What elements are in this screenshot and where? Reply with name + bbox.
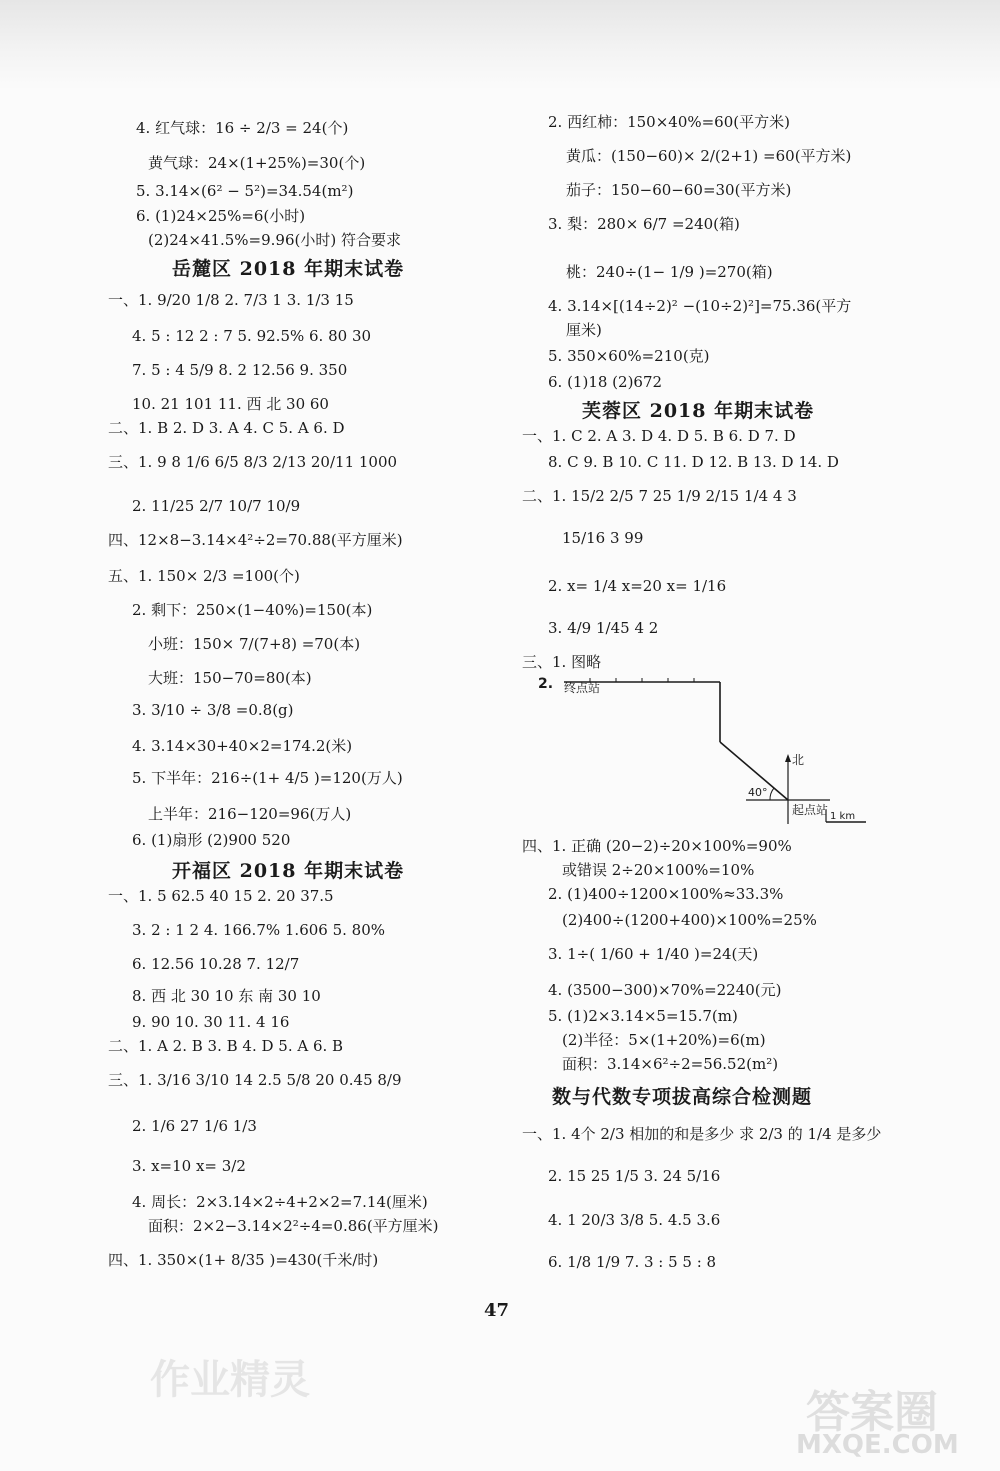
page-number: 47 bbox=[484, 1300, 510, 1321]
answer-line: 3. 2 : 1 2 4. 166.7% 1.606 5. 80% bbox=[132, 921, 386, 939]
answer-line: 桃：240÷(1− 1/9 )=270(箱) bbox=[566, 263, 773, 281]
answer-line: 2. 西红柿：150×40%=60(平方米) bbox=[548, 113, 790, 131]
answer-line: 6. (1)扇形 (2)900 520 bbox=[132, 831, 291, 849]
answer-line: 4. 红气球：16 ÷ 2/3 = 24(个) bbox=[136, 119, 349, 137]
answer-line: 2. (1)400÷1200×100%≈33.3% bbox=[548, 885, 784, 903]
answer-line: 9. 90 10. 30 11. 4 16 bbox=[132, 1013, 290, 1031]
answer-line: 4. 1 20/3 3/8 5. 4.5 3.6 bbox=[548, 1211, 721, 1229]
answer-line: (2)半径：5×(1+20%)=6(m) bbox=[562, 1031, 766, 1049]
answer-line: 一、1. 9/20 1/8 2. 7/3 1 3. 1/3 15 bbox=[108, 291, 354, 309]
watermark-site: MXQE.COM bbox=[796, 1430, 959, 1460]
answer-line: 三、1. 图略 bbox=[522, 653, 602, 671]
answer-line: 面积：2×2−3.14×2²÷4=0.86(平方厘米) bbox=[148, 1217, 439, 1235]
answer-line: 2. 剩下：250×(1−40%)=150(本) bbox=[132, 601, 373, 619]
answer-line: 三、1. 3/16 3/10 14 2.5 5/8 20 0.45 8/9 bbox=[108, 1071, 402, 1089]
route-map bbox=[530, 672, 880, 832]
answer-line: 四、1. 350×(1+ 8/35 )=430(千米/时) bbox=[108, 1251, 379, 1269]
answer-line: 3. 梨：280× 6/7 =240(箱) bbox=[548, 215, 740, 233]
answer-line: 五、1. 150× 2/3 =100(个) bbox=[108, 567, 300, 585]
answer-line: 三、1. 9 8 1/6 6/5 8/3 2/13 20/11 1000 bbox=[108, 453, 398, 471]
answer-line: 4. 5 : 12 2 : 7 5. 92.5% 6. 80 30 bbox=[132, 327, 372, 345]
answer-line: 5. 下半年：216÷(1+ 4/5 )=120(万人) bbox=[132, 769, 403, 787]
answer-line: 厘米) bbox=[566, 321, 602, 339]
answer-line: 或错误 2÷20×100%=10% bbox=[562, 861, 755, 879]
stamp-watermark: 作业精灵 bbox=[150, 1356, 310, 1403]
answer-line: 3. 1÷( 1/60 + 1/40 )=24(天) bbox=[548, 945, 759, 963]
answer-line: 6. (1)24×25%=6(小时) bbox=[136, 207, 306, 225]
answer-line: 3. x=10 x= 3/2 bbox=[132, 1157, 246, 1175]
north-arrow-icon bbox=[785, 754, 791, 762]
section-title: 数与代数专项拔高综合检测题 bbox=[552, 1086, 813, 1108]
answer-line: 4. (3500−300)×70%=2240(元) bbox=[548, 981, 782, 999]
answer-line: 8. C 9. B 10. C 11. D 12. B 13. D 14. D bbox=[548, 453, 839, 471]
answer-line: 8. 西 北 30 10 东 南 30 10 bbox=[132, 987, 321, 1005]
answer-line: 3. 3/10 ÷ 3/8 =0.8(g) bbox=[132, 701, 294, 719]
answer-line: 四、1. 正确 (20−2)÷20×100%=90% bbox=[522, 837, 792, 855]
answer-line: 小班：150× 7/(7+8) =70(本) bbox=[148, 635, 361, 653]
answer-line: 15/16 3 99 bbox=[562, 529, 644, 547]
map-question-number: 2. bbox=[538, 676, 554, 692]
answer-line: 二、1. A 2. B 3. B 4. D 5. A 6. B bbox=[108, 1037, 344, 1055]
north-label: 北 bbox=[792, 753, 805, 767]
answer-line: (2)24×41.5%=9.96(小时) 符合要求 bbox=[148, 231, 401, 249]
answer-line: 茄子：150−60−60=30(平方米) bbox=[566, 181, 792, 199]
watermark-logo: 答案圈 bbox=[806, 1387, 938, 1438]
answer-line: 4. 3.14×30+40×2=174.2(米) bbox=[132, 737, 353, 755]
section-title: 开福区 2018 年期末试卷 bbox=[172, 860, 405, 882]
answer-line: 10. 21 101 11. 西 北 30 60 bbox=[132, 395, 329, 413]
section-title: 芙蓉区 2018 年期末试卷 bbox=[582, 400, 815, 422]
answer-line: 4. 周长：2×3.14×2÷4+2×2=7.14(厘米) bbox=[132, 1193, 428, 1211]
answer-line: 5. 350×60%=210(克) bbox=[548, 347, 710, 365]
answer-line: 面积：3.14×6²÷2=56.52(m²) bbox=[562, 1055, 779, 1073]
angle-arc bbox=[770, 788, 774, 800]
answer-line: 4. 3.14×[(14÷2)² −(10÷2)²]=75.36(平方 bbox=[548, 297, 852, 315]
scale-label: 1 km bbox=[830, 811, 856, 822]
answer-line: 5. (1)2×3.14×5=15.7(m) bbox=[548, 1007, 738, 1025]
answer-line: 3. 4/9 1/45 4 2 bbox=[548, 619, 659, 637]
answer-line: 二、1. 15/2 2/5 7 25 1/9 2/15 1/4 4 3 bbox=[522, 487, 797, 505]
answer-line: 2. 1/6 27 1/6 1/3 bbox=[132, 1117, 257, 1135]
answer-line: 一、1. 4个 2/3 相加的和是多少 求 2/3 的 1/4 是多少 bbox=[522, 1125, 882, 1143]
answer-line: 四、12×8−3.14×4²÷2=70.88(平方厘米) bbox=[108, 531, 403, 549]
answer-line: 黄气球：24×(1+25%)=30(个) bbox=[148, 154, 366, 172]
start-station-label: 起点站 bbox=[792, 803, 829, 817]
answer-line: 2. 15 25 1/5 3. 24 5/16 bbox=[548, 1167, 721, 1185]
answer-line: 上半年：216−120=96(万人) bbox=[148, 805, 352, 823]
answer-line: 6. 12.56 10.28 7. 12/7 bbox=[132, 955, 300, 973]
answer-line: 大班：150−70=80(本) bbox=[148, 669, 312, 687]
answer-line: 7. 5 : 4 5/9 8. 2 12.56 9. 350 bbox=[132, 361, 348, 379]
answer-line: 5. 3.14×(6² − 5²)=34.54(m²) bbox=[136, 182, 354, 200]
answer-line: 2. x= 1/4 x=20 x= 1/16 bbox=[548, 577, 727, 595]
answer-line: 一、1. 5 62.5 40 15 2. 20 37.5 bbox=[108, 887, 334, 905]
answer-line: 6. (1)18 (2)672 bbox=[548, 373, 663, 391]
answer-line: 黄瓜：(150−60)× 2/(2+1) =60(平方米) bbox=[566, 147, 852, 165]
answer-line: 6. 1/8 1/9 7. 3 : 5 5 : 8 bbox=[548, 1253, 717, 1271]
answer-line: 一、1. C 2. A 3. D 4. D 5. B 6. D 7. D bbox=[522, 427, 796, 445]
answer-line: 二、1. B 2. D 3. A 4. C 5. A 6. D bbox=[108, 419, 345, 437]
answer-line: 2. 11/25 2/7 10/7 10/9 bbox=[132, 497, 301, 515]
scan-shadow-band bbox=[0, 0, 1000, 90]
angle-label: 40° bbox=[748, 786, 768, 799]
section-title: 岳麓区 2018 年期末试卷 bbox=[172, 258, 405, 280]
answer-line: (2)400÷(1200+400)×100%=25% bbox=[562, 911, 817, 929]
terminal-station-label: 终点站 bbox=[564, 681, 601, 695]
